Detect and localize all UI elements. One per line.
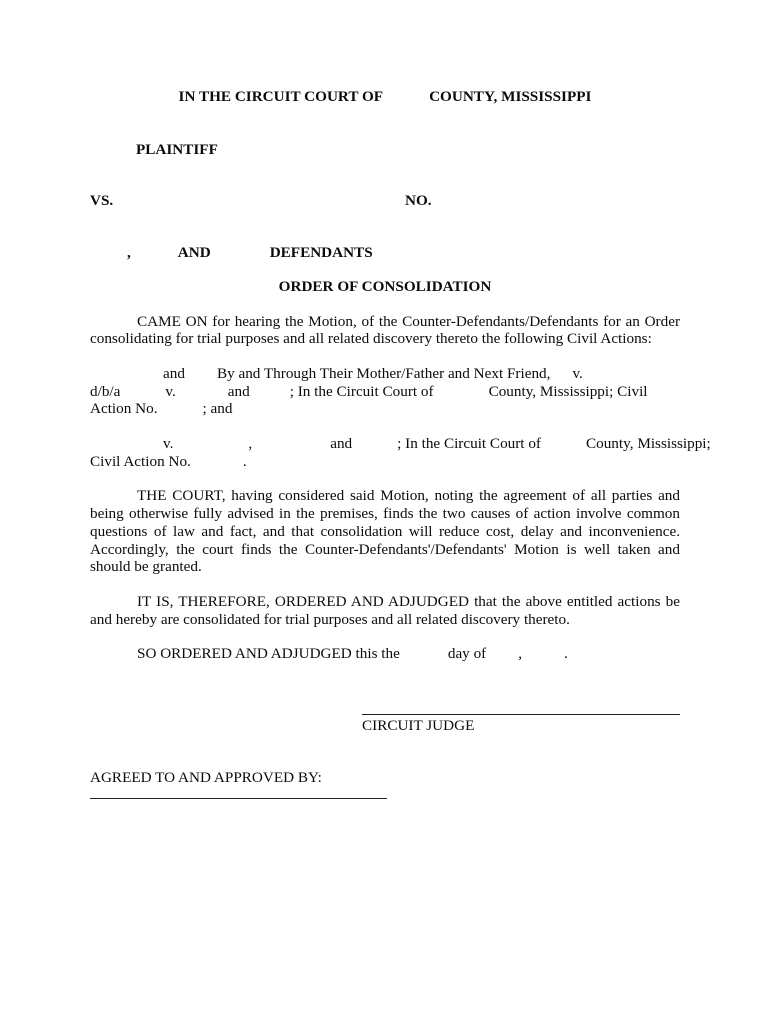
blank-gap (176, 395, 228, 396)
text-segment: and (227, 382, 250, 400)
text-segment: COUNTY, MISSISSIPPI (429, 88, 592, 105)
circuit-judge-label: CIRCUIT JUDGE (362, 717, 475, 735)
text-segment: and (163, 364, 185, 382)
text-segment: IN THE CIRCUIT COURT OF (178, 88, 384, 105)
blank-gap (120, 395, 165, 396)
text-segment: , (248, 435, 253, 453)
document-body (90, 312, 711, 664)
paragraph (90, 435, 711, 470)
document-line: should be granted. (90, 558, 202, 576)
attorney-signature-line (90, 798, 387, 799)
text-segment: , (518, 645, 523, 663)
agreed-approved-label: AGREED TO AND APPROVED BY: (90, 768, 322, 786)
paragraph (90, 593, 680, 628)
case-number-line (90, 192, 680, 210)
text-segment: By and Through Their Mother/Father and Next Friend, (216, 364, 551, 382)
paragraph (90, 645, 680, 663)
text-segment: v. (572, 364, 583, 382)
document-line: IT IS, THEREFORE, ORDERED AND ADJUDGED that the above entitled actions be (137, 592, 680, 610)
blank-gap (158, 412, 203, 413)
defendants-caption (127, 244, 680, 262)
document-line (90, 453, 680, 471)
text-segment: DEFENDANTS (269, 244, 373, 262)
blank-gap (383, 100, 429, 101)
text-segment: v. (163, 435, 174, 453)
text-segment: County, Mississippi; Civil (488, 382, 648, 400)
text-segment: ; In the Circuit Court of (289, 382, 434, 400)
blank-gap (400, 657, 448, 658)
text-segment: , (127, 244, 131, 262)
document-line (90, 400, 680, 418)
text-segment: day of (447, 645, 487, 663)
blank-gap (191, 465, 243, 466)
text-segment: v. (165, 382, 176, 400)
blank-gap (131, 256, 178, 257)
text-segment: Action No. (90, 400, 158, 418)
blank-gap (522, 657, 564, 658)
document-line: Accordingly, the court finds the Counter-Defendants'/Defendants' Motion is well taken and (90, 540, 680, 558)
blank-gap (185, 377, 217, 378)
text-segment: County, Mississippi; (585, 435, 711, 453)
blank-gap (252, 447, 330, 448)
blank-gap (211, 256, 270, 257)
document-title: ORDER OF CONSOLIDATION (278, 277, 492, 295)
paragraph (90, 313, 680, 348)
vs-label: VS. (90, 192, 114, 210)
plaintiff-label: PLAINTIFF (136, 140, 218, 158)
document-line (90, 645, 680, 663)
text-segment: d/b/a (90, 382, 121, 400)
text-segment: . (564, 645, 568, 663)
text-segment: . (242, 452, 247, 470)
document-line: questions of law and fact, and that consolidation will reduce cost, delay and inconvenience. (90, 522, 680, 540)
blank-gap (541, 447, 586, 448)
blank-gap (173, 447, 248, 448)
blank-gap (434, 395, 489, 396)
paragraph (90, 365, 680, 418)
text-segment: SO ORDERED AND ADJUDGED this the (137, 645, 400, 663)
blank-gap (486, 657, 518, 658)
text-segment: ; and (202, 400, 233, 418)
document-line (90, 383, 680, 401)
paragraph (90, 487, 680, 576)
text-segment: Civil Action No. (90, 452, 191, 470)
judge-signature-block (362, 714, 680, 735)
case-no-label: NO. (405, 192, 432, 210)
blank-gap (550, 377, 572, 378)
text-segment: AND (177, 244, 211, 262)
document-line: and hereby are consolidated for trial purposes and all related discovery thereto. (90, 610, 570, 628)
text-segment: ; In the Circuit Court of (397, 435, 541, 453)
court-header (90, 88, 680, 106)
blank-gap (250, 395, 290, 396)
document-line: THE COURT, having considered said Motion, noting the agreement of all parties and (137, 487, 680, 505)
document-line (90, 435, 711, 453)
document-line: consolidating for trial purposes and all related discovery thereto the following Civil Actions: (90, 330, 652, 348)
text-segment: and (330, 435, 353, 453)
document-line (90, 365, 680, 383)
blank-gap (352, 447, 397, 448)
document-line: being otherwise fully advised in the premises, finds the two causes of action involve common (90, 505, 680, 523)
document-line: CAME ON for hearing the Motion, of the Counter-Defendants/Defendants for an Order (137, 312, 680, 330)
